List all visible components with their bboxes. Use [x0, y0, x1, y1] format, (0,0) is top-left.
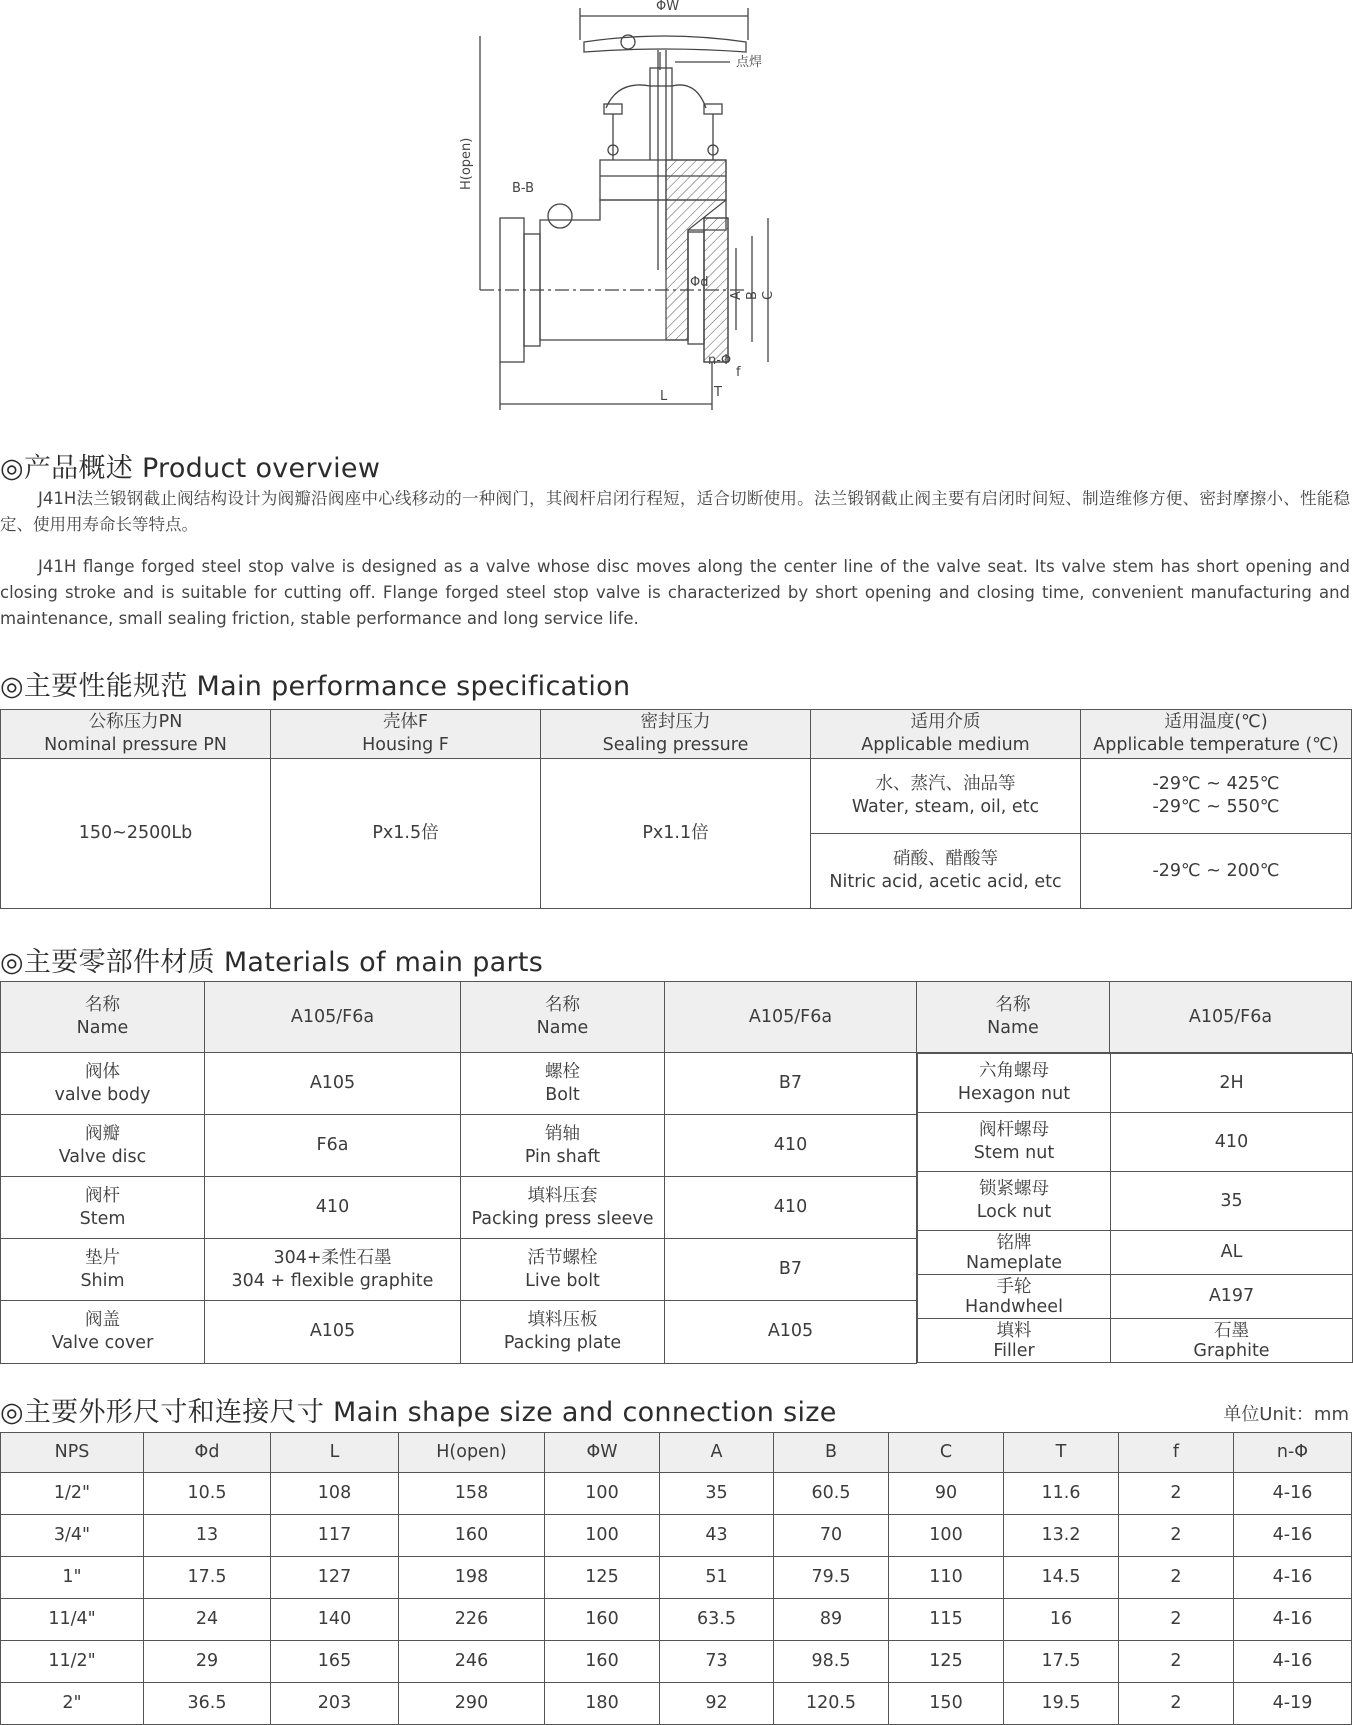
- header-h-open: H(open): [399, 1433, 545, 1473]
- part-material: 35: [1111, 1172, 1353, 1231]
- part-name: 垫片 Shim: [1, 1239, 205, 1301]
- part-name: 锁紧螺母 Lock nut: [918, 1172, 1111, 1231]
- temperature-water: -29℃ ~ 425℃ -29℃ ~ 550℃: [1081, 759, 1352, 834]
- cell-n-phi: 4-16: [1234, 1557, 1352, 1599]
- nominal-pressure-value: 150~2500Lb: [1, 759, 271, 909]
- materials-table: [0, 981, 1352, 1364]
- performance-table: [0, 709, 1352, 909]
- header-l: L: [271, 1433, 399, 1473]
- cell-c: 90: [889, 1473, 1004, 1515]
- label-phi-w: ΦW: [656, 0, 680, 14]
- part-name: 填料 Filler: [918, 1319, 1111, 1363]
- part-name: 六角螺母 Hexagon nut: [918, 1054, 1111, 1113]
- cell-n-phi: 4-16: [1234, 1599, 1352, 1641]
- unit-label: 单位Unit：mm: [1223, 1404, 1349, 1425]
- part-name: 销轴 Pin shaft: [461, 1115, 665, 1177]
- cell-phi-d: 29: [144, 1641, 271, 1683]
- cell-h-open: 158: [399, 1473, 545, 1515]
- medium-water: 水、蒸汽、油品等 Water, steam, oil, etc: [811, 759, 1081, 834]
- cell-nps: 11/4": [1, 1599, 144, 1641]
- cell-a: 92: [660, 1683, 774, 1725]
- cell-l: 127: [271, 1557, 399, 1599]
- part-name: 活节螺栓 Live bolt: [461, 1239, 665, 1301]
- cell-c: 125: [889, 1641, 1004, 1683]
- cell-phi-w: 100: [545, 1515, 660, 1557]
- performance-row: [1, 759, 1352, 834]
- cell-t: 19.5: [1004, 1683, 1119, 1725]
- header-nominal-pressure: 公称压力PN Nominal pressure PN: [1, 710, 271, 759]
- cell-phi-w: 100: [545, 1473, 660, 1515]
- label-t: T: [714, 385, 722, 400]
- dimensions-row: [1, 1473, 1352, 1515]
- cell-a: 51: [660, 1557, 774, 1599]
- part-name: 铭牌 Nameplate: [918, 1231, 1111, 1275]
- part-name: 阀体 valve body: [1, 1053, 205, 1115]
- header-grade: A105/F6a: [665, 982, 917, 1053]
- dimensions-row: [1, 1515, 1352, 1557]
- cell-nps: 1": [1, 1557, 144, 1599]
- part-material: A105: [665, 1301, 917, 1363]
- part-material: 410: [205, 1177, 461, 1239]
- cell-a: 35: [660, 1473, 774, 1515]
- cell-l: 108: [271, 1473, 399, 1515]
- label-b: B: [745, 291, 760, 300]
- label-spot-weld: 点焊: [736, 55, 763, 70]
- label-phi-d: Φd: [690, 275, 709, 290]
- part-name: 阀杆螺母 Stem nut: [918, 1113, 1111, 1172]
- cell-phi-d: 24: [144, 1599, 271, 1641]
- cell-phi-d: 36.5: [144, 1683, 271, 1725]
- cell-f: 2: [1119, 1515, 1234, 1557]
- cell-n-phi: 4-19: [1234, 1683, 1352, 1725]
- cell-h-open: 198: [399, 1557, 545, 1599]
- cell-phi-w: 160: [545, 1641, 660, 1683]
- materials-third-table: [917, 1053, 1353, 1363]
- cell-b: 70: [774, 1515, 889, 1557]
- cell-b: 120.5: [774, 1683, 889, 1725]
- performance-title: ◎主要性能规范 Main performance specification: [0, 671, 631, 702]
- cell-f: 2: [1119, 1683, 1234, 1725]
- cell-phi-w: 160: [545, 1599, 660, 1641]
- materials-row: [918, 1231, 1353, 1275]
- sealing-value: Px1.1倍: [541, 759, 811, 909]
- dimensions-row: [1, 1683, 1352, 1725]
- part-material: 410: [1111, 1113, 1353, 1172]
- overview-para-en: J41H flange forged steel stop valve is designed as a valve whose disc moves along the center line of the valve seat. Its valve stem has short opening and closing stroke and is suitable for cutting off. Flange forged steel stop valve is characterized by short opening and closing time, convenient manufacturing and maintenance, small sealing friction, stable performance and long service life.: [0, 557, 1350, 628]
- header-medium: 适用介质 Applicable medium: [811, 710, 1081, 759]
- part-name: 螺栓 Bolt: [461, 1053, 665, 1115]
- cell-l: 165: [271, 1641, 399, 1683]
- materials-row: [1, 1053, 1352, 1115]
- cell-nps: 11/2": [1, 1641, 144, 1683]
- header-name: 名称 Name: [1, 982, 205, 1053]
- cell-a: 43: [660, 1515, 774, 1557]
- cell-phi-w: 180: [545, 1683, 660, 1725]
- cell-nps: 1/2": [1, 1473, 144, 1515]
- cell-h-open: 160: [399, 1515, 545, 1557]
- cell-c: 110: [889, 1557, 1004, 1599]
- cell-c: 115: [889, 1599, 1004, 1641]
- part-name: 填料压套 Packing press sleeve: [461, 1177, 665, 1239]
- cell-h-open: 246: [399, 1641, 545, 1683]
- cell-a: 73: [660, 1641, 774, 1683]
- header-b: B: [774, 1433, 889, 1473]
- cell-phi-d: 17.5: [144, 1557, 271, 1599]
- cell-b: 60.5: [774, 1473, 889, 1515]
- overview-para-cn: J41H法兰锻钢截止阀结构设计为阀瓣沿阀座中心线移动的一种阀门，其阀杆启闭行程短，适合切断使用。法兰锻钢截止阀主要有启闭时间短、制造维修方便、密封摩擦小、性能稳定、使用用寿命长等特点。: [0, 489, 1350, 534]
- header-phi-w: ΦW: [545, 1433, 660, 1473]
- header-name: 名称 Name: [461, 982, 665, 1053]
- part-name: 手轮 Handwheel: [918, 1275, 1111, 1319]
- dimensions-header-row: [1, 1433, 1352, 1473]
- cell-f: 2: [1119, 1599, 1234, 1641]
- cell-l: 140: [271, 1599, 399, 1641]
- cell-a: 63.5: [660, 1599, 774, 1641]
- cell-c: 100: [889, 1515, 1004, 1557]
- cell-f: 2: [1119, 1641, 1234, 1683]
- cell-n-phi: 4-16: [1234, 1515, 1352, 1557]
- cell-b: 89: [774, 1599, 889, 1641]
- valve-drawing: [459, 0, 860, 420]
- cell-f: 2: [1119, 1557, 1234, 1599]
- part-name: 阀杆 Stem: [1, 1177, 205, 1239]
- cell-f: 2: [1119, 1473, 1234, 1515]
- header-grade: A105/F6a: [205, 982, 461, 1053]
- valve-drawing-svg: [459, 0, 860, 420]
- materials-row: [918, 1319, 1353, 1363]
- header-name: 名称 Name: [917, 982, 1110, 1053]
- header-t: T: [1004, 1433, 1119, 1473]
- header-phi-d: Φd: [144, 1433, 271, 1473]
- materials-row: [918, 1172, 1353, 1231]
- part-material: 410: [665, 1115, 917, 1177]
- header-f: f: [1119, 1433, 1234, 1473]
- cell-nps: 2": [1, 1683, 144, 1725]
- part-name: 阀瓣 Valve disc: [1, 1115, 205, 1177]
- cell-l: 117: [271, 1515, 399, 1557]
- header-grade: A105/F6a: [1110, 982, 1352, 1053]
- header-c: C: [889, 1433, 1004, 1473]
- dimensions-row: [1, 1557, 1352, 1599]
- cell-t: 13.2: [1004, 1515, 1119, 1557]
- cell-phi-d: 10.5: [144, 1473, 271, 1515]
- materials-row: [918, 1275, 1353, 1319]
- part-material: B7: [665, 1239, 917, 1301]
- part-material: AL: [1111, 1231, 1353, 1275]
- part-material: 石墨 Graphite: [1111, 1319, 1353, 1363]
- part-material: A105: [205, 1301, 461, 1363]
- label-h-open: H(open): [459, 137, 474, 190]
- part-material: A105: [205, 1053, 461, 1115]
- header-n-phi: n-Φ: [1234, 1433, 1352, 1473]
- housing-value: Px1.5倍: [271, 759, 541, 909]
- dimensions-title: ◎主要外形尺寸和连接尺寸 Main shape size and connection size: [0, 1397, 837, 1428]
- dimensions-table: [0, 1432, 1352, 1725]
- part-name: 填料压板 Packing plate: [461, 1301, 665, 1363]
- cell-c: 150: [889, 1683, 1004, 1725]
- cell-t: 11.6: [1004, 1473, 1119, 1515]
- part-material: B7: [665, 1053, 917, 1115]
- materials-row: [918, 1054, 1353, 1113]
- header-a: A: [660, 1433, 774, 1473]
- part-material: 410: [665, 1177, 917, 1239]
- part-material: F6a: [205, 1115, 461, 1177]
- cell-h-open: 290: [399, 1683, 545, 1725]
- cell-b: 98.5: [774, 1641, 889, 1683]
- dimensions-row: [1, 1641, 1352, 1683]
- cell-t: 16: [1004, 1599, 1119, 1641]
- part-name: 阀盖 Valve cover: [1, 1301, 205, 1363]
- cell-l: 203: [271, 1683, 399, 1725]
- part-material: 304+柔性石墨 304 + flexible graphite: [205, 1239, 461, 1301]
- cell-nps: 3/4": [1, 1515, 144, 1557]
- temperature-acid: -29℃ ~ 200℃: [1081, 834, 1352, 909]
- label-n-phi: n-Φ: [708, 353, 732, 368]
- cell-t: 17.5: [1004, 1641, 1119, 1683]
- materials-third-column: [917, 1053, 1352, 1364]
- dimensions-row: [1, 1599, 1352, 1641]
- header-nps: NPS: [1, 1433, 144, 1473]
- medium-acid: 硝酸、醋酸等 Nitric acid, acetic acid, etc: [811, 834, 1081, 909]
- label-c: C: [761, 290, 776, 300]
- header-sealing-pressure: 密封压力 Sealing pressure: [541, 710, 811, 759]
- label-f: f: [736, 365, 741, 380]
- label-a: A: [729, 291, 744, 300]
- cell-t: 14.5: [1004, 1557, 1119, 1599]
- materials-title: ◎主要零部件材质 Materials of main parts: [0, 947, 544, 978]
- part-material: 2H: [1111, 1054, 1353, 1113]
- cell-n-phi: 4-16: [1234, 1641, 1352, 1683]
- cell-n-phi: 4-16: [1234, 1473, 1352, 1515]
- cell-phi-d: 13: [144, 1515, 271, 1557]
- materials-row: [918, 1113, 1353, 1172]
- cell-b: 79.5: [774, 1557, 889, 1599]
- label-bb: B-B: [512, 181, 535, 196]
- performance-header-row: [1, 710, 1352, 759]
- header-housing: 壳体F Housing F: [271, 710, 541, 759]
- part-material: A197: [1111, 1275, 1353, 1319]
- header-temperature: 适用温度(℃) Applicable temperature (℃): [1081, 710, 1352, 759]
- cell-phi-w: 125: [545, 1557, 660, 1599]
- overview-title: ◎产品概述 Product overview: [0, 453, 381, 484]
- label-l: L: [660, 389, 668, 404]
- cell-h-open: 226: [399, 1599, 545, 1641]
- materials-header-row: [1, 982, 1352, 1053]
